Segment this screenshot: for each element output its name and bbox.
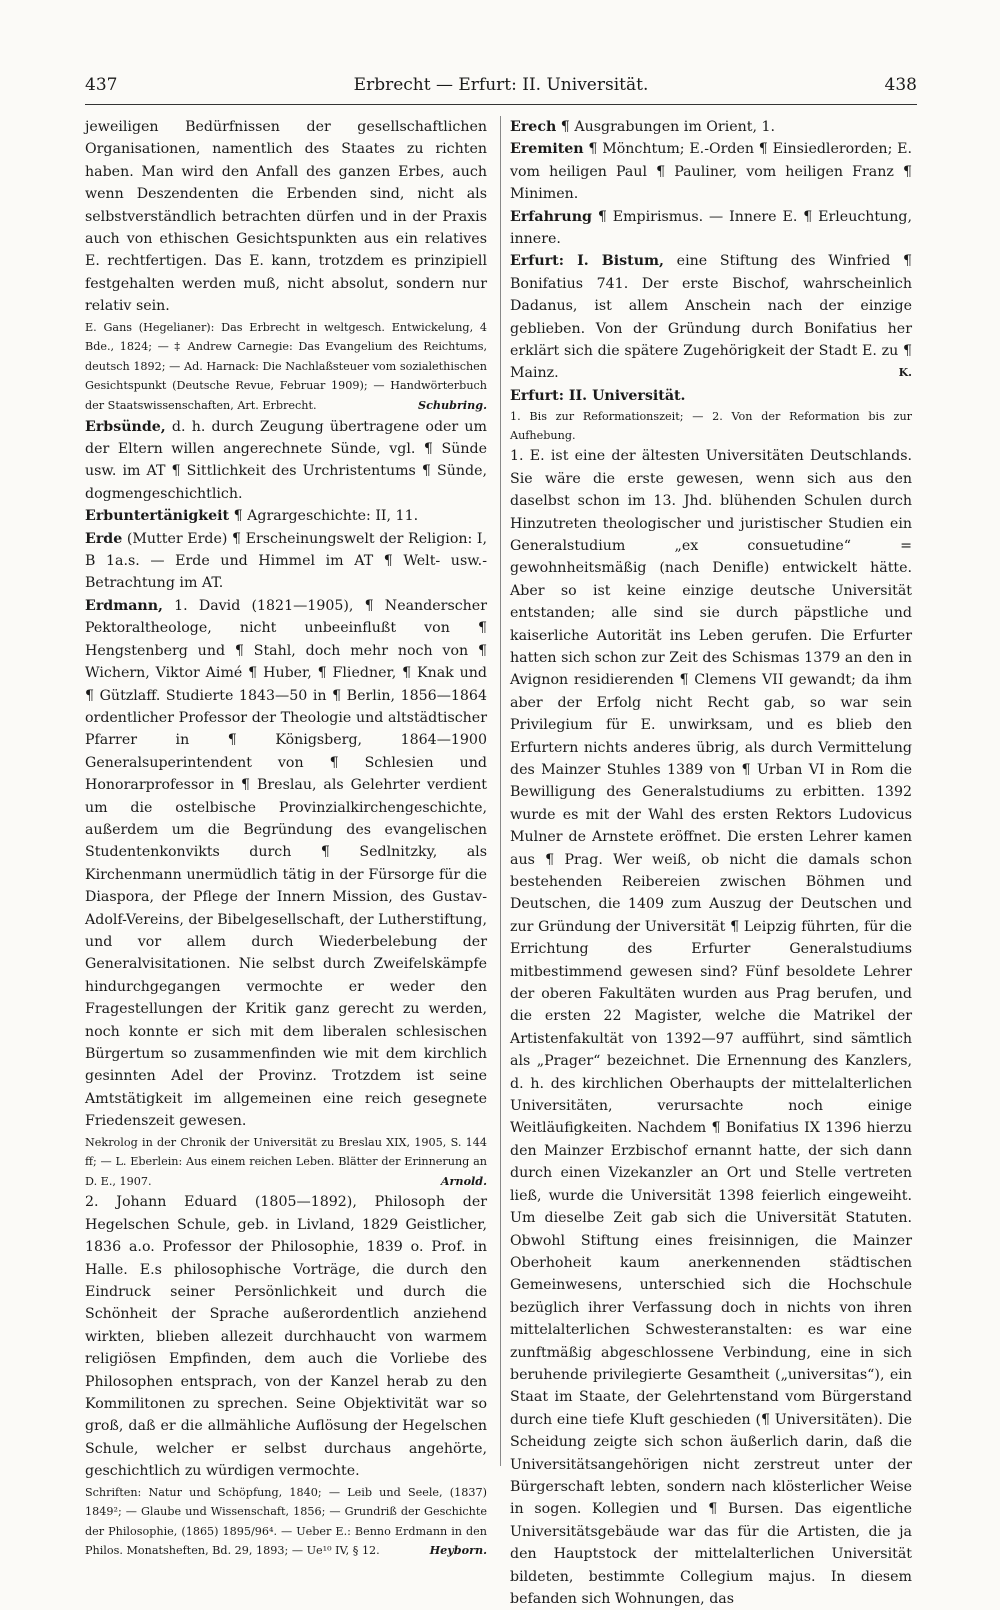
running-header <box>85 70 917 100</box>
author-signature: Heyborn. <box>429 1543 487 1558</box>
entry-text: ¶ Mönchtum; E.-Orden ¶ Einsiedlerorden; E. vom heiligen Paul ¶ Pauliner, vom heiligen Franz ¶ Minimen. <box>510 141 912 203</box>
dictionary-entry <box>510 206 912 251</box>
entry-text: ¶ Empirismus. — Innere E. ¶ Erleuchtung, innere. <box>510 208 912 248</box>
literature-text: Schriften: Natur und Schöpfung, 1840; — Leib und Seele, (1837) 1849²; — Glaube und Wissenschaft, 1856; — Grundriß der Geschichte der Philosophie, (1865) 1895/96⁴. — Ueber E.: Benno Erdmann in den Philos. Monatsheften, Bd. 29, 1893; — Ue¹⁰ IV, § 12. <box>85 1485 487 1558</box>
entry-headword: Erech <box>510 119 557 135</box>
entry-text: 1. E. ist eine der ältesten Universitäten Deutschlands. Sie wäre die erste gewesen, wenn sich aus den daselbst schon im 13. Jhd. blühenden Schulen durch Hinzutreten theologischer und juristischer Studien ein Generalstudium „ex consuetudine“ = gewohnheitsmäßig (nach Denifle) entwickelt hätte. Aber so ist keine einzige deutsche Universität entstanden; alle sind sie durch päpstliche und kaiserliche Autorität ins Leben gerufen. Die Erfurter hatten sich schon zur Zeit des Schismas 1379 an den in Avignon residierenden ¶ Clemens VII gewandt; da ihm aber der Erfolg nicht Recht gab, so war sein Privilegium für E. unwirksam, und es blieb den Erfurtern nichts anderes übrig, als durch Vermittelung des Mainzer Stuhles 1389 von ¶ Urban VI in Rom die Bewilligung des Generalstudiums zu erbitten. 1392 wurde es mit der Wahl des ersten Rektors Ludovicus Mulner de Arnstete eröffnet. Die ersten Lehrer kamen aus ¶ Prag. Wer weiß, ob nicht die damals schon bestehenden Reibereien zwischen Böhmen und Deutschen, die 1409 zum Auszug der Deutschen und zur Gründung der Universität ¶ Leipzig führten, für die Errichtung des Erfurter Generalstudiums mitbestimmend gewesen sind? Fünf besoldete Lehrer der oberen Fakultäten wurden aus Prag berufen, und die ersten 22 Magister, welche die Matrikel der Artistenfakultät von 1392—97 aufführt, sind sämtlich als „Prager“ bezeichnet. Die Ernennung des Kanzlers, d. h. des kirchlichen Oberhaupts der mittelalterlichen Universitäten, verursachte noch einige Weitläufigkeiten. Nachdem ¶ Bonifatius IX 1396 hierzu den Mainzer Erzbischof ernannt hatte, der sich dann durch einen Vizekanzler an Ort und Stelle vertreten ließ, wurde die Universität 1398 feierlich eingeweiht. Um dieselbe Zeit gab sich die Universität Statuten. Obwohl Stiftung eines freisinnigen, die Mainzer Oberhoheit kaum anerkennenden städtischen Gemeinwesens, unterschied sich die Hochschule bezüglich ihrer Verfassung doch in nichts von ihren mittelalterlichen Schwesteranstalten: es war eine zunftmäßig abgeschlossene Verbindung, eine in sich beruhende privilegierte Gesamtheit („universitas“), ein Staat im Staate, der Gelehrtenstand vom Bürgerstand durch eine tiefe Kluft geschieden (¶ Universitäten). Die Scheidung zeigte sich schon äußerlich darin, daß die Universitätsangehörigen nicht zerstreut unter der Bürgerschaft lebten, sondern nach klösterlicher Weise in sogen. Kollegien und ¶ Bursen. Das eigentliche Universitätsgebäude war das für die Artisten, die ja den Hauptstock der mittelalterlichen Universität bildeten, bestimmte Collegium majus. In diesem befanden sich Wohnungen, das <box>510 448 912 1607</box>
entry-text: ¶ Ausgrabungen im Orient, 1. <box>556 119 776 135</box>
dictionary-entry <box>85 505 487 527</box>
dictionary-entry <box>510 385 912 407</box>
entry-text: eine Stiftung des Winfried ¶ Bonifatius 741. Der erste Bischof, wahrscheinlich Dadanus, ist allem Anschein nach der einzige geblieben. Von der Gründung durch Bonifatius her erklärt sich die spätere Zugehörigkeit der Stadt E. zu ¶ Mainz. <box>510 253 913 382</box>
page-number-left: 437 <box>85 75 118 95</box>
entry-text: (Mutter Erde) ¶ Erscheinungswelt der Religion: I, B 1a.s. — Erde und Himmel im AT ¶ Welt- usw.-Betrachtung im AT. <box>85 530 487 592</box>
entry-text: d. h. durch Zeugung übertragene oder um der Eltern willen angerechnete Sünde, vgl. ¶ Sünde usw. im AT ¶ Sittlichkeit des Urchristentums ¶ Sünde, dogmengeschichtlich. <box>85 418 487 502</box>
dictionary-entry <box>85 416 487 506</box>
left-column <box>85 116 487 1558</box>
paragraph <box>85 116 487 318</box>
literature-note <box>85 1133 487 1192</box>
author-signature: Schubring. <box>418 398 487 413</box>
entry-headword: Erfurt: II. Universität. <box>510 387 686 404</box>
page-number-right: 438 <box>884 75 917 95</box>
entry-headword: Erdmann, <box>85 597 163 614</box>
dictionary-entry <box>85 595 487 1133</box>
dictionary-entry <box>510 250 912 384</box>
author-signature: K. <box>898 366 912 380</box>
paragraph <box>510 445 912 1610</box>
entry-headword: Erbsünde, <box>85 418 166 435</box>
entry-headword: Erfurt: I. Bistum, <box>510 253 664 270</box>
dictionary-entry <box>510 138 912 205</box>
column-divider <box>500 116 501 1466</box>
header-rule <box>85 104 917 105</box>
dictionary-entry <box>85 528 487 595</box>
literature-text: Nekrolog in der Chronik der Universität zu Breslau XIX, 1905, S. 144 ff; — L. Eberlein: Aus einem reichen Leben. Blätter der Erinnerung an D. E., 1907. <box>85 1135 487 1188</box>
entry-text: jeweiligen Bedürfnissen der gesellschaftlichen Organisationen, namentlich des Staates zu richten haben. Man wird den Anfall des ganzen Erbes, auch wenn Deszendenten die Erbenden sind, nicht als selbstverständlich betrachten dürfen und in der Praxis auch von ethischen Gesichtspunkten aus ein relatives E. rechtfertigen. Das E. kann, trotzdem es prinzipiell festgehalten werden muß, nicht absolut, sondern nur relativ sein. <box>85 119 487 315</box>
author-signature: Arnold. <box>440 1173 487 1188</box>
entry-headword: Erbuntertänigkeit <box>85 508 230 525</box>
literature-text: E. Gans (Hegelianer): Das Erbrecht in weltgesch. Entwickelung, 4 Bde., 1824; — ‡ Andrew Carnegie: Das Evangelium des Reichtums, deutsch 1892; — Ad. Harnack: Die Nachlaßsteuer vom sozialethischen Gesichtspunkt (Deutsche Revue, Februar 1909); — Handwörterbuch der Staatswissenschaften, Art. Erbrecht. <box>85 320 487 413</box>
entry-text: ¶ Agrargeschichte: II, 11. <box>229 508 419 525</box>
entry-headword: Eremiten <box>510 141 584 158</box>
dictionary-entry <box>510 116 912 138</box>
literature-note <box>85 1483 487 1561</box>
literature-note <box>85 318 487 416</box>
paragraph <box>85 1191 487 1482</box>
article-outline: 1. Bis zur Reformationszeit; — 2. Von der Reformation bis zur Aufhebung. <box>510 410 912 443</box>
entry-headword: Erde <box>85 530 123 547</box>
entry-text: 2. Johann Eduard (1805—1892), Philosoph der Hegelschen Schule, geb. in Livland, 1829 Geistlicher, 1836 a.o. Professor der Philosophie, 1839 o. Prof. in Halle. E.s philosophische Vorträge, die durch den Eindruck seiner Persönlichkeit und durch die Schönheit der Sprache außerordentlich anziehend wirkten, blieben allezeit durchhaucht von warmem religiösen Empfinden, dem auch die Vorliebe des Philosophen entsprach, von der Kanzel herab zu den Kommilitonen zu sprechen. Seine Objektivität war so groß, daß er die allmähliche Auflösung der Hegelschen Schule, welcher er selbst durchaus angehörte, geschichtlich zu würdigen vermochte. <box>85 1194 487 1480</box>
entry-text: 1. David (1821—1905), ¶ Neanderscher Pektoraltheologe, nicht unbeeinflußt von ¶ Hengstenberg und ¶ Stahl, doch mehr noch von ¶ Wichern, Viktor Aimé ¶ Huber, ¶ Fliedner, ¶ Knak und ¶ Gützlaff. Studierte 1843—50 in ¶ Berlin, 1856—1864 ordentlicher Professor der Theologie und altstädtischer Pfarrer in ¶ Königsberg, 1864—1900 Generalsuperintendent von ¶ Schlesien und Honorarprofessor in ¶ Breslau, als Gelehrter verdient um die ostelbische Provinzialkirchengeschichte, außerdem um die Begründung des evangelischen Studentenkonvikts durch ¶ Sedlnitzky, als Kirchenmann unermüdlich tätig in der Fürsorge für die Diaspora, der Pflege der Innern Mission, des Gustav-Adolf-Vereins, der Bibelgesellschaft, der Lutherstiftung, und vor allem durch Wiederbelebung der Generalvisitationen. Nie selbst durch Zweifelskämpfe hindurchgegangen vermochte er weder den Fragestellungen der Kritik ganz gerecht zu werden, noch konnte er sich mit dem liberalen schlesischen Bürgertum so zusammenfinden wie mit dem kirchlich gesinnten Adel der Provinz. Trotzdem ist seine Amtstätigkeit im allgemeinen eine reich gesegnete Friedenszeit gewesen. <box>85 597 487 1130</box>
entry-headword: Erfahrung <box>510 208 592 225</box>
running-title: Erbrecht — Erfurt: II. Universität. <box>353 75 649 95</box>
right-column <box>510 116 913 1607</box>
